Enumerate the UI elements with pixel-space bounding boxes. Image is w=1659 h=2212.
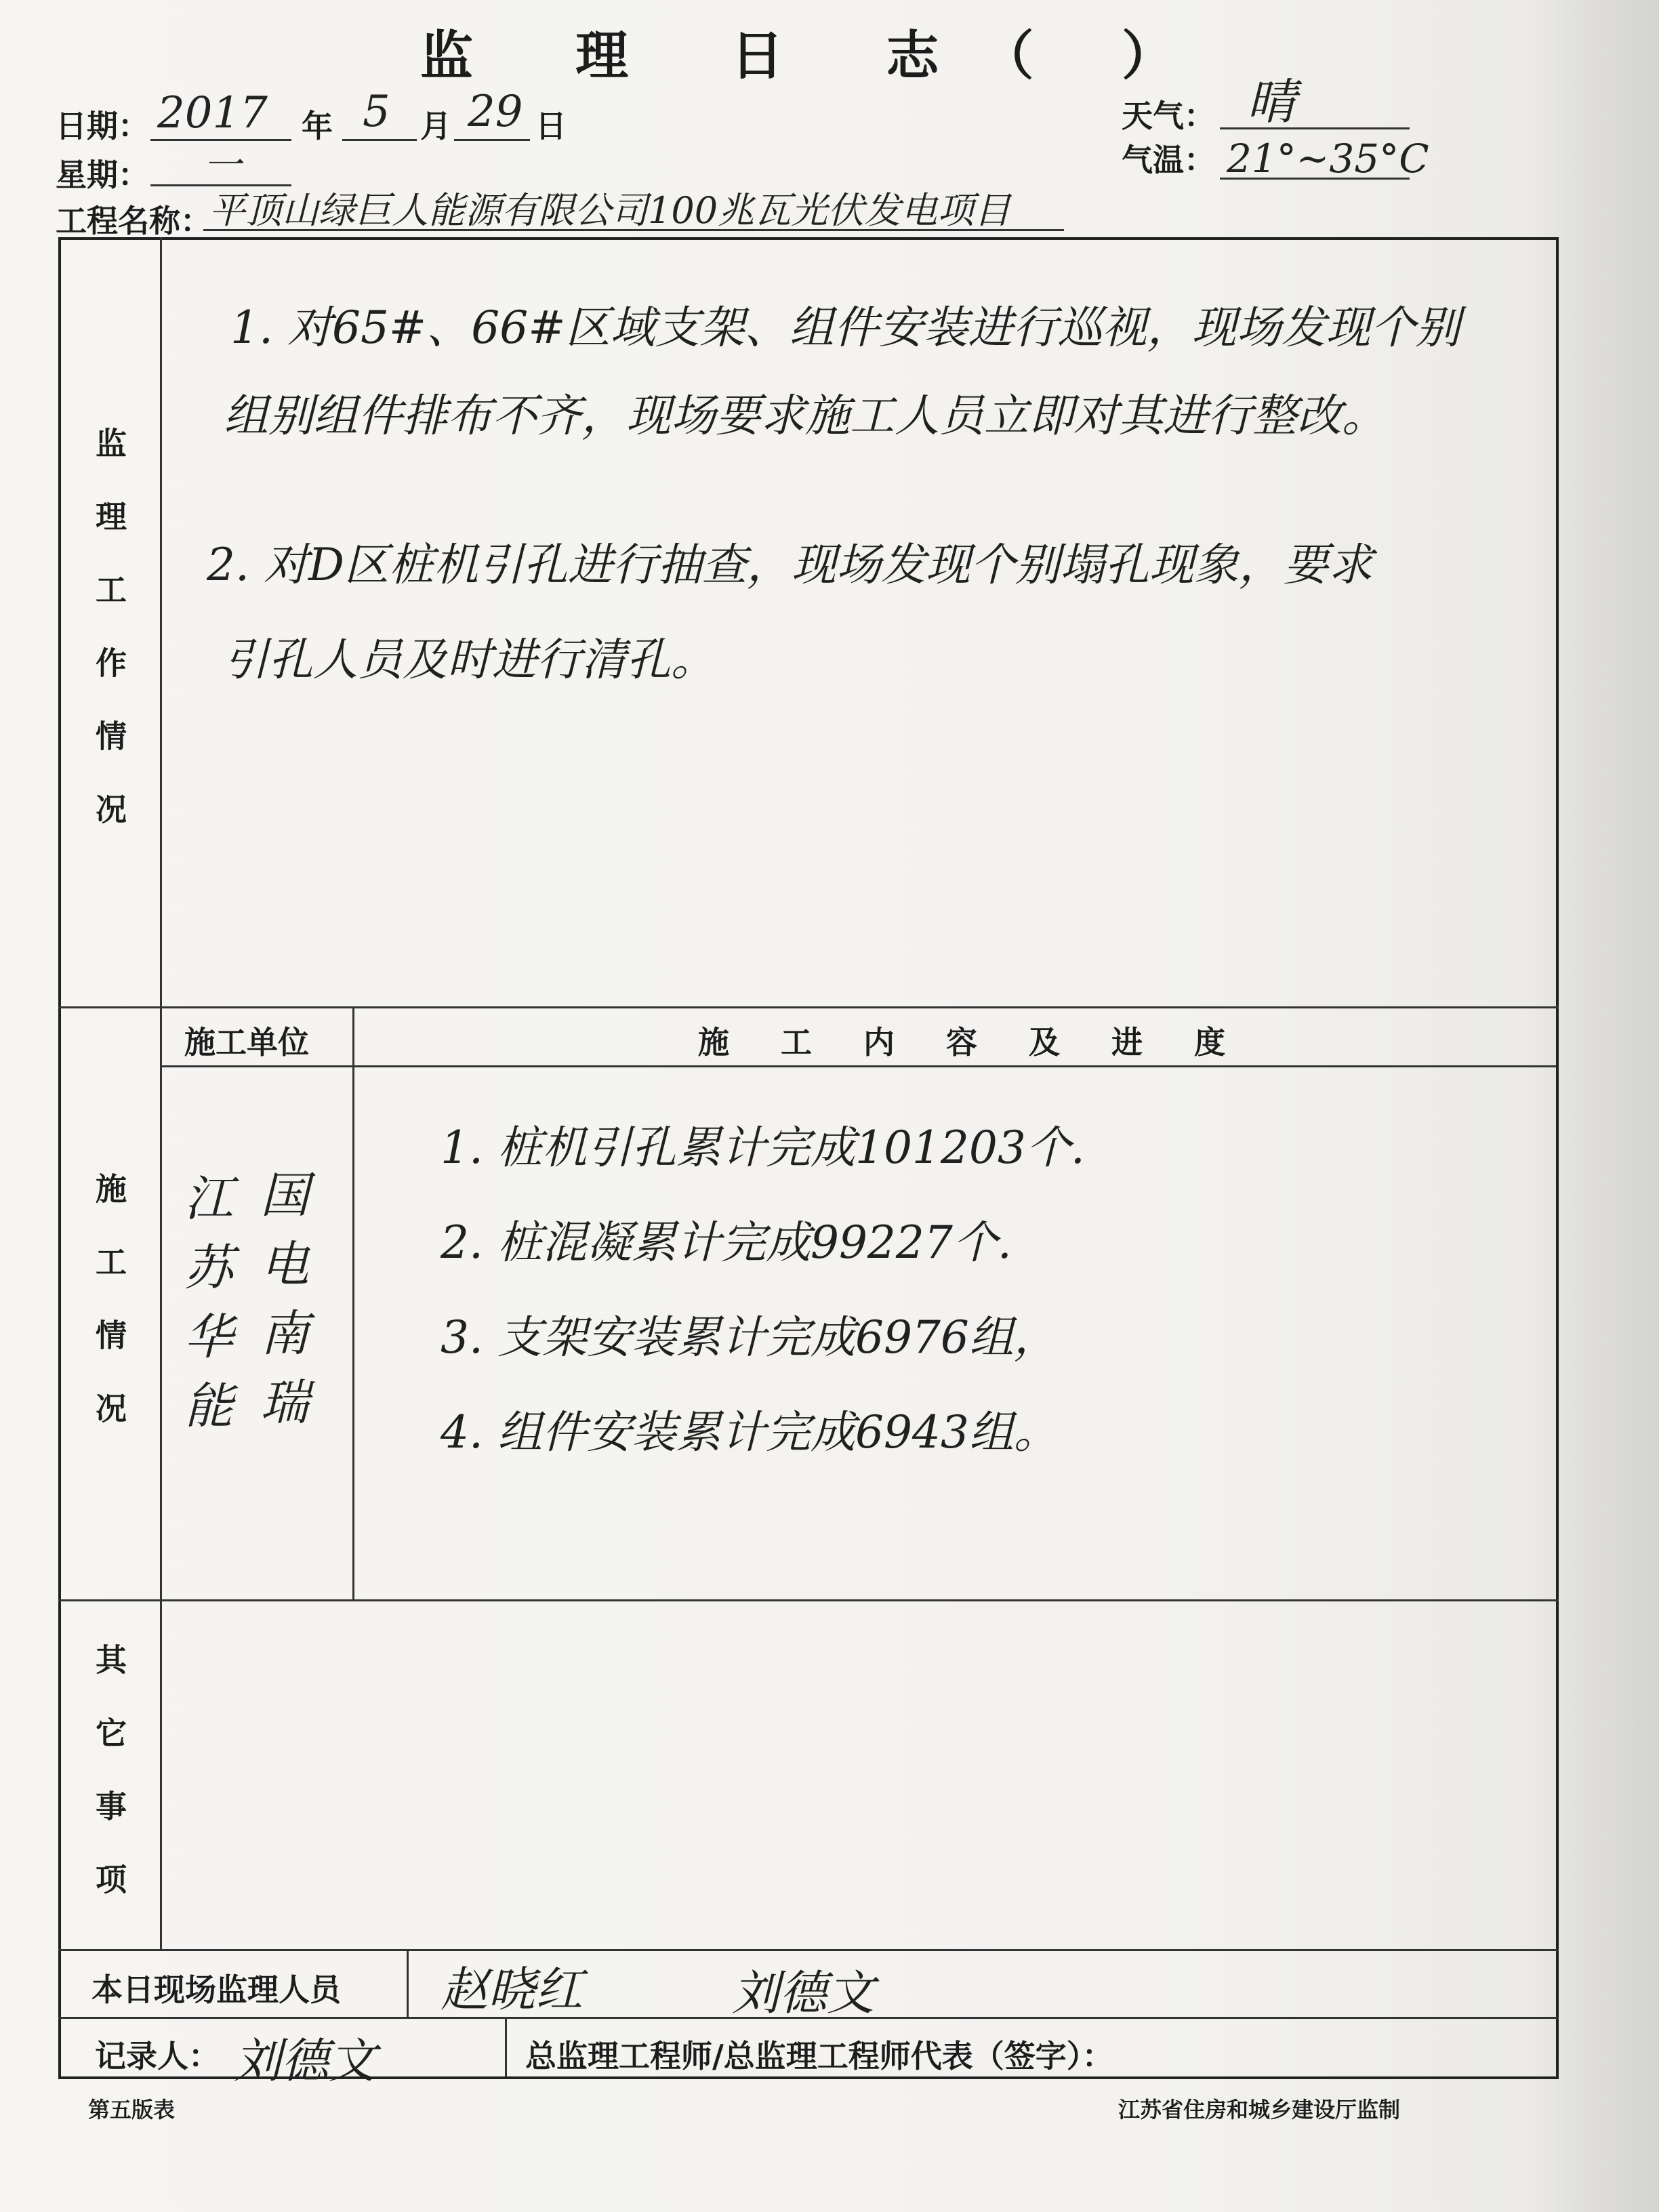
table-left-border — [58, 237, 61, 2079]
recorder-divider — [505, 2017, 507, 2076]
table-top-border — [58, 237, 1559, 240]
work-line-3: 2. 对D区桩机引孔进行抽查，现场发现个别塌孔现象，要求 — [207, 539, 1373, 591]
project-underline — [203, 229, 1064, 231]
page-title: 监 理 日 志（ ） — [420, 26, 1175, 87]
staff-label: 本日现场监理人员 — [91, 1971, 341, 2008]
staff-name-2: 刘德文 — [732, 1965, 874, 2021]
weather-underline — [1220, 127, 1410, 129]
construction-content-header: 施 工 内 容 及 进 度 — [698, 1024, 1246, 1061]
work-line-2: 组别组件排布不齐，现场要求施工人员立即对其进行整改。 — [224, 390, 1387, 442]
work-line-1: 1. 对65#、66#区域支架、组件安装进行巡视，现场发现个别 — [230, 302, 1460, 354]
construction-unit-divider — [352, 1006, 354, 1599]
construction-unit-header: 施工单位 — [184, 1024, 309, 1061]
recorder-label: 记录人： — [95, 2038, 220, 2074]
footer-issuer: 江苏省住房和城乡建设厅监制 — [1118, 2097, 1401, 2123]
footer-form-edition: 第五版表 — [88, 2097, 176, 2123]
recorder-signature: 刘德文 — [234, 2033, 376, 2089]
divider-other-staff — [58, 1949, 1559, 1951]
staff-name-1: 赵晓红 — [441, 1962, 583, 2018]
construction-unit-1: 国电南瑞 — [252, 1169, 309, 1446]
staff-label-divider — [407, 1949, 409, 2017]
year-unit: 年 — [302, 108, 333, 144]
day-value: 29 — [468, 87, 523, 137]
day-underline — [454, 139, 530, 141]
construction-unit-2: 江苏华能 — [176, 1172, 233, 1449]
year-value: 2017 — [157, 88, 268, 138]
month-unit: 月 — [420, 108, 451, 144]
project-label: 工程名称： — [56, 203, 211, 239]
month-value: 5 — [363, 87, 390, 137]
day-unit: 日 — [535, 108, 567, 144]
date-label: 日期： — [56, 108, 149, 144]
work-line-4: 引孔人员及时进行清孔。 — [224, 634, 716, 686]
weather-value: 晴 — [1247, 73, 1296, 130]
divider-construction-other — [58, 1599, 1559, 1601]
construction-section-label: 施工情况 — [91, 1172, 127, 1465]
label-column-divider — [160, 237, 162, 1950]
construction-item-2: 2. 桩混凝累计完成99227个. — [441, 1216, 1012, 1269]
construction-item-4: 4. 组件安装累计完成6943组。 — [441, 1406, 1059, 1458]
chief-engineer-label: 总监理工程师/总监理工程师代表（签字）： — [525, 2038, 1113, 2074]
weekday-value: 一 — [203, 144, 241, 188]
month-underline — [342, 139, 417, 141]
page-shadow — [1530, 0, 1659, 2212]
project-value: 平顶山绿巨人能源有限公司100兆瓦光伏发电项目 — [209, 189, 1011, 232]
weather-label: 天气： — [1122, 98, 1215, 134]
work-section-label: 监理工作情况 — [91, 427, 127, 866]
temp-label: 气温： — [1122, 142, 1215, 178]
temp-value: 21°~35°C — [1227, 136, 1429, 182]
weekday-label: 星期： — [56, 157, 149, 193]
construction-item-3: 3. 支架安装累计完成6976组， — [441, 1311, 1059, 1364]
other-section-label: 其它事项 — [91, 1643, 127, 1936]
table-right-border — [1556, 237, 1559, 2079]
divider-work-construction — [58, 1006, 1559, 1008]
construction-header-divider — [160, 1065, 1556, 1067]
temp-underline — [1220, 178, 1410, 180]
construction-item-1: 1. 桩机引孔累计完成101203个. — [441, 1122, 1085, 1174]
